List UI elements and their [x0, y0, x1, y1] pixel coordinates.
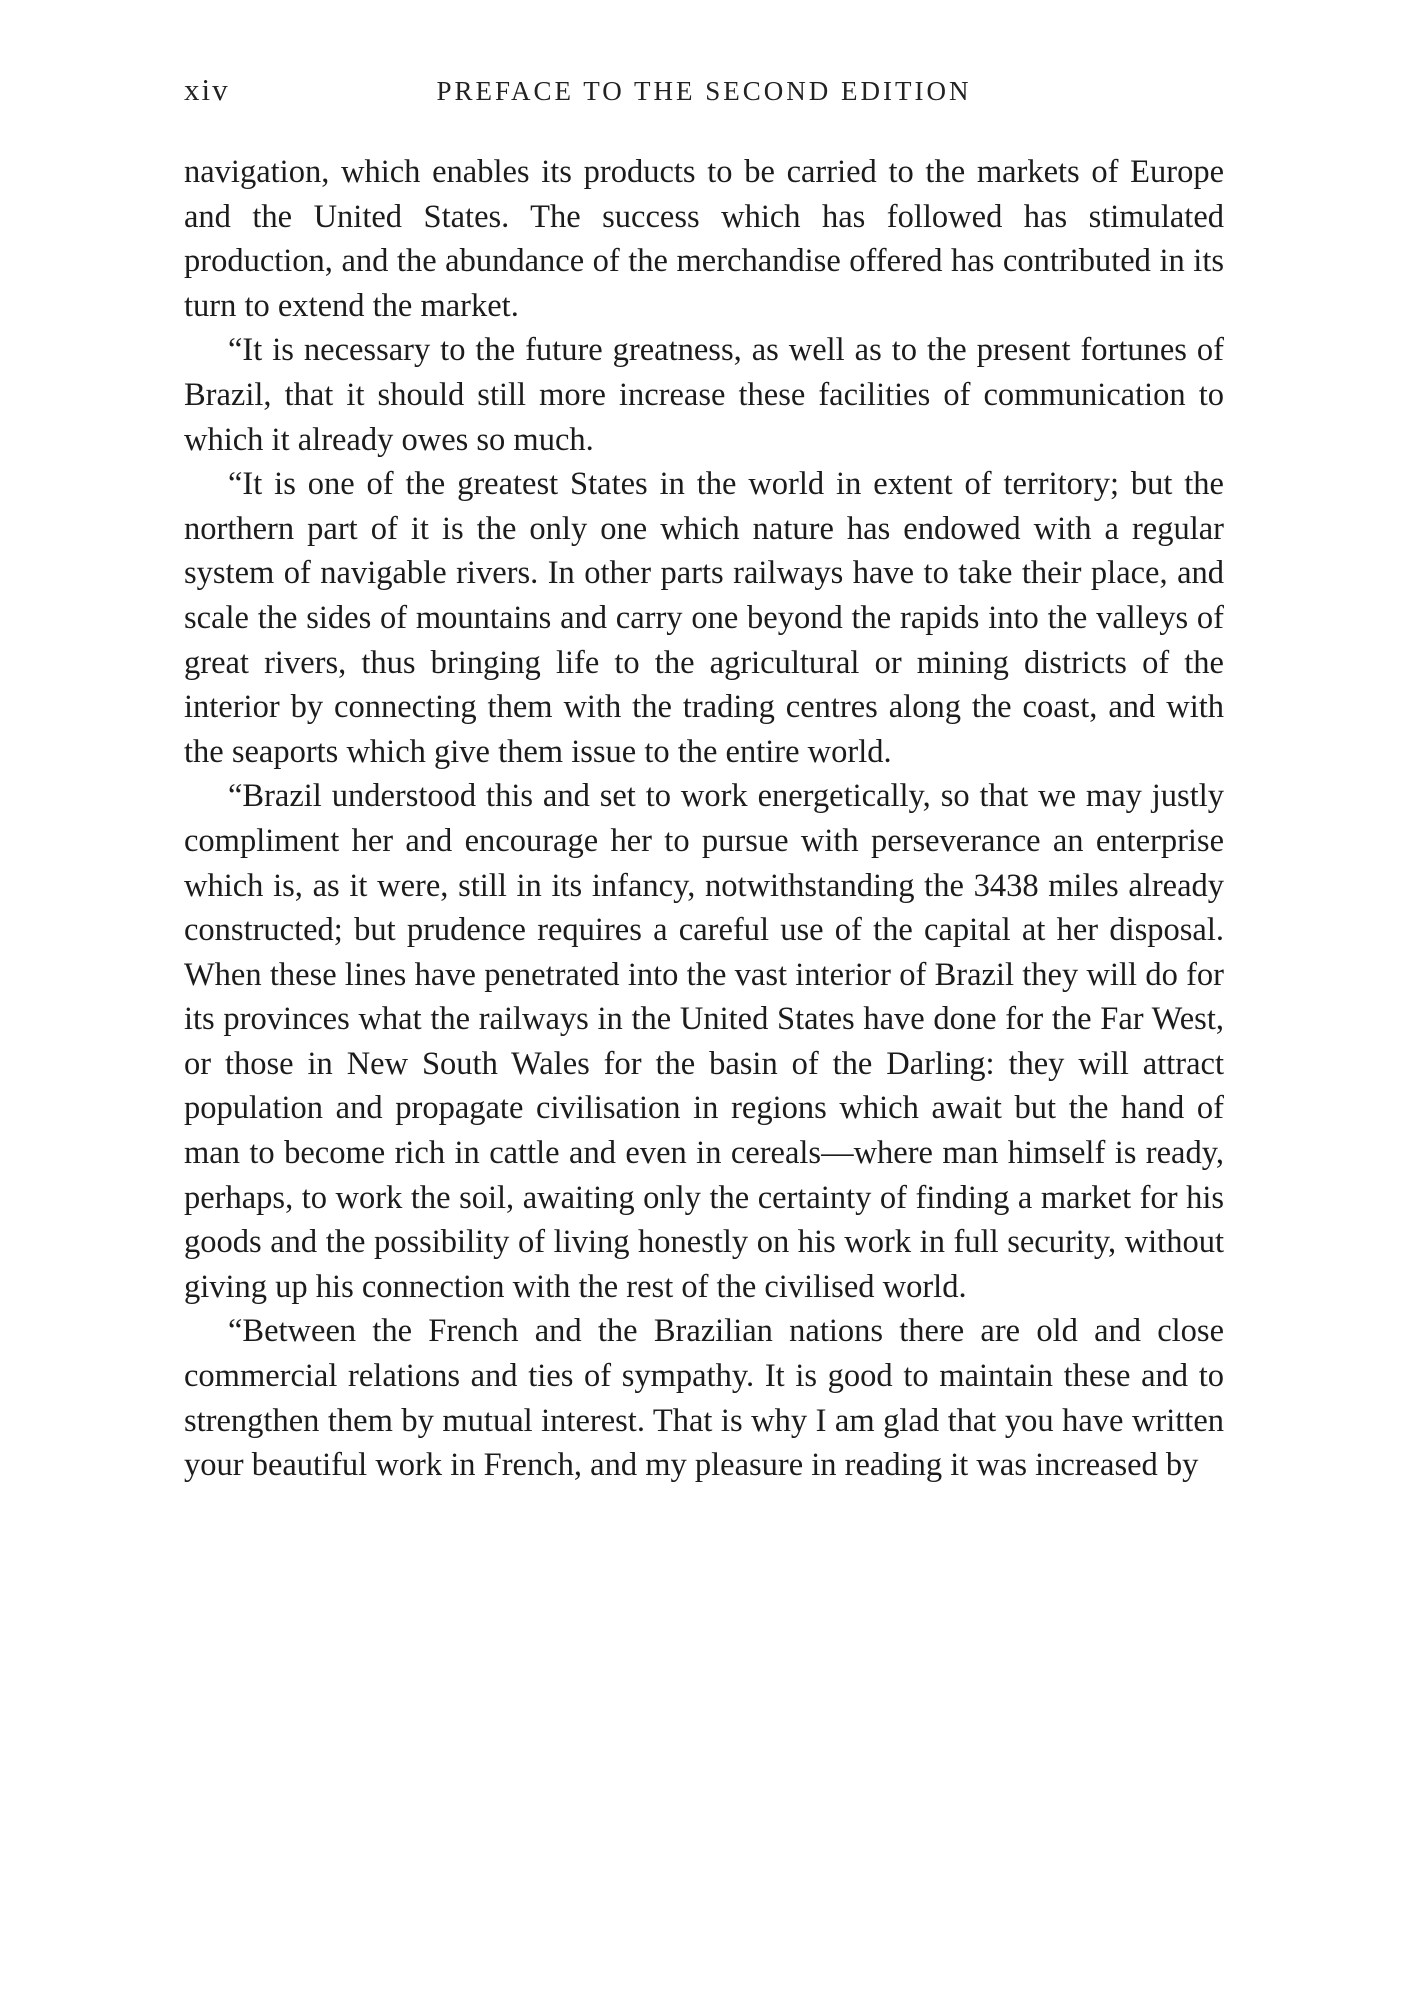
- body-text: [184, 150, 1224, 1488]
- page-header: [184, 72, 1224, 122]
- paragraph: “Between the French and the Brazilian nations there are old and close commercial relations and ties of sympathy. It is good to maintain these and to strengthen them by mutual interest. That is why I am glad that you have written your beautiful work in French, and my pleasure in reading it was increased by: [184, 1313, 1224, 1484]
- paragraph: “Brazil understood this and set to work energetically, so that we may justly compliment her and encourage her to pursue with perseverance an enterprise which is, as it were, still in its infancy, notwithstanding the 3438 miles already constructed; but prudence requires a careful use of the capital at her disposal. When these lines have penetrated into the vast interior of Brazil they will do for its provinces what the railways in the United States have done for the Far West, or those in New South Wales for the basin of the Darling: they will attract population and propagate civilisation in regions which await but the hand of man to become rich in cattle and even in cereals—where man himself is ready, perhaps, to work the soil, awaiting only the certainty of finding a market for his goods and the possibility of living honestly on his work in full security, without giving up his connection with the rest of the civilised world.: [184, 778, 1224, 1305]
- paragraph: “It is necessary to the future greatness, as well as to the present fortunes of Brazil, that it should still more increase these facilities of communication to which it already owes so much.: [184, 332, 1224, 458]
- paragraph: “It is one of the greatest States in the world in extent of territory; but the northern part of it is the only one which nature has endowed with a regular system of navigable rivers. In other parts railways have to take their place, and scale the sides of mountains and carry one beyond the rapids into the valleys of great rivers, thus bringing life to the agricultural or mining districts of the interior by connecting them with the trading centres along the coast, and with the seaports which give them issue to the entire world.: [184, 466, 1224, 770]
- page-number: xiv: [184, 72, 230, 107]
- running-title: PREFACE TO THE SECOND EDITION: [436, 76, 972, 106]
- paragraph: navigation, which enables its products to be carried to the markets of Europe and the United States. The success which has followed has stimulated production, and the abundance of the merchandise offered has contributed in its turn to extend the market.: [184, 154, 1224, 324]
